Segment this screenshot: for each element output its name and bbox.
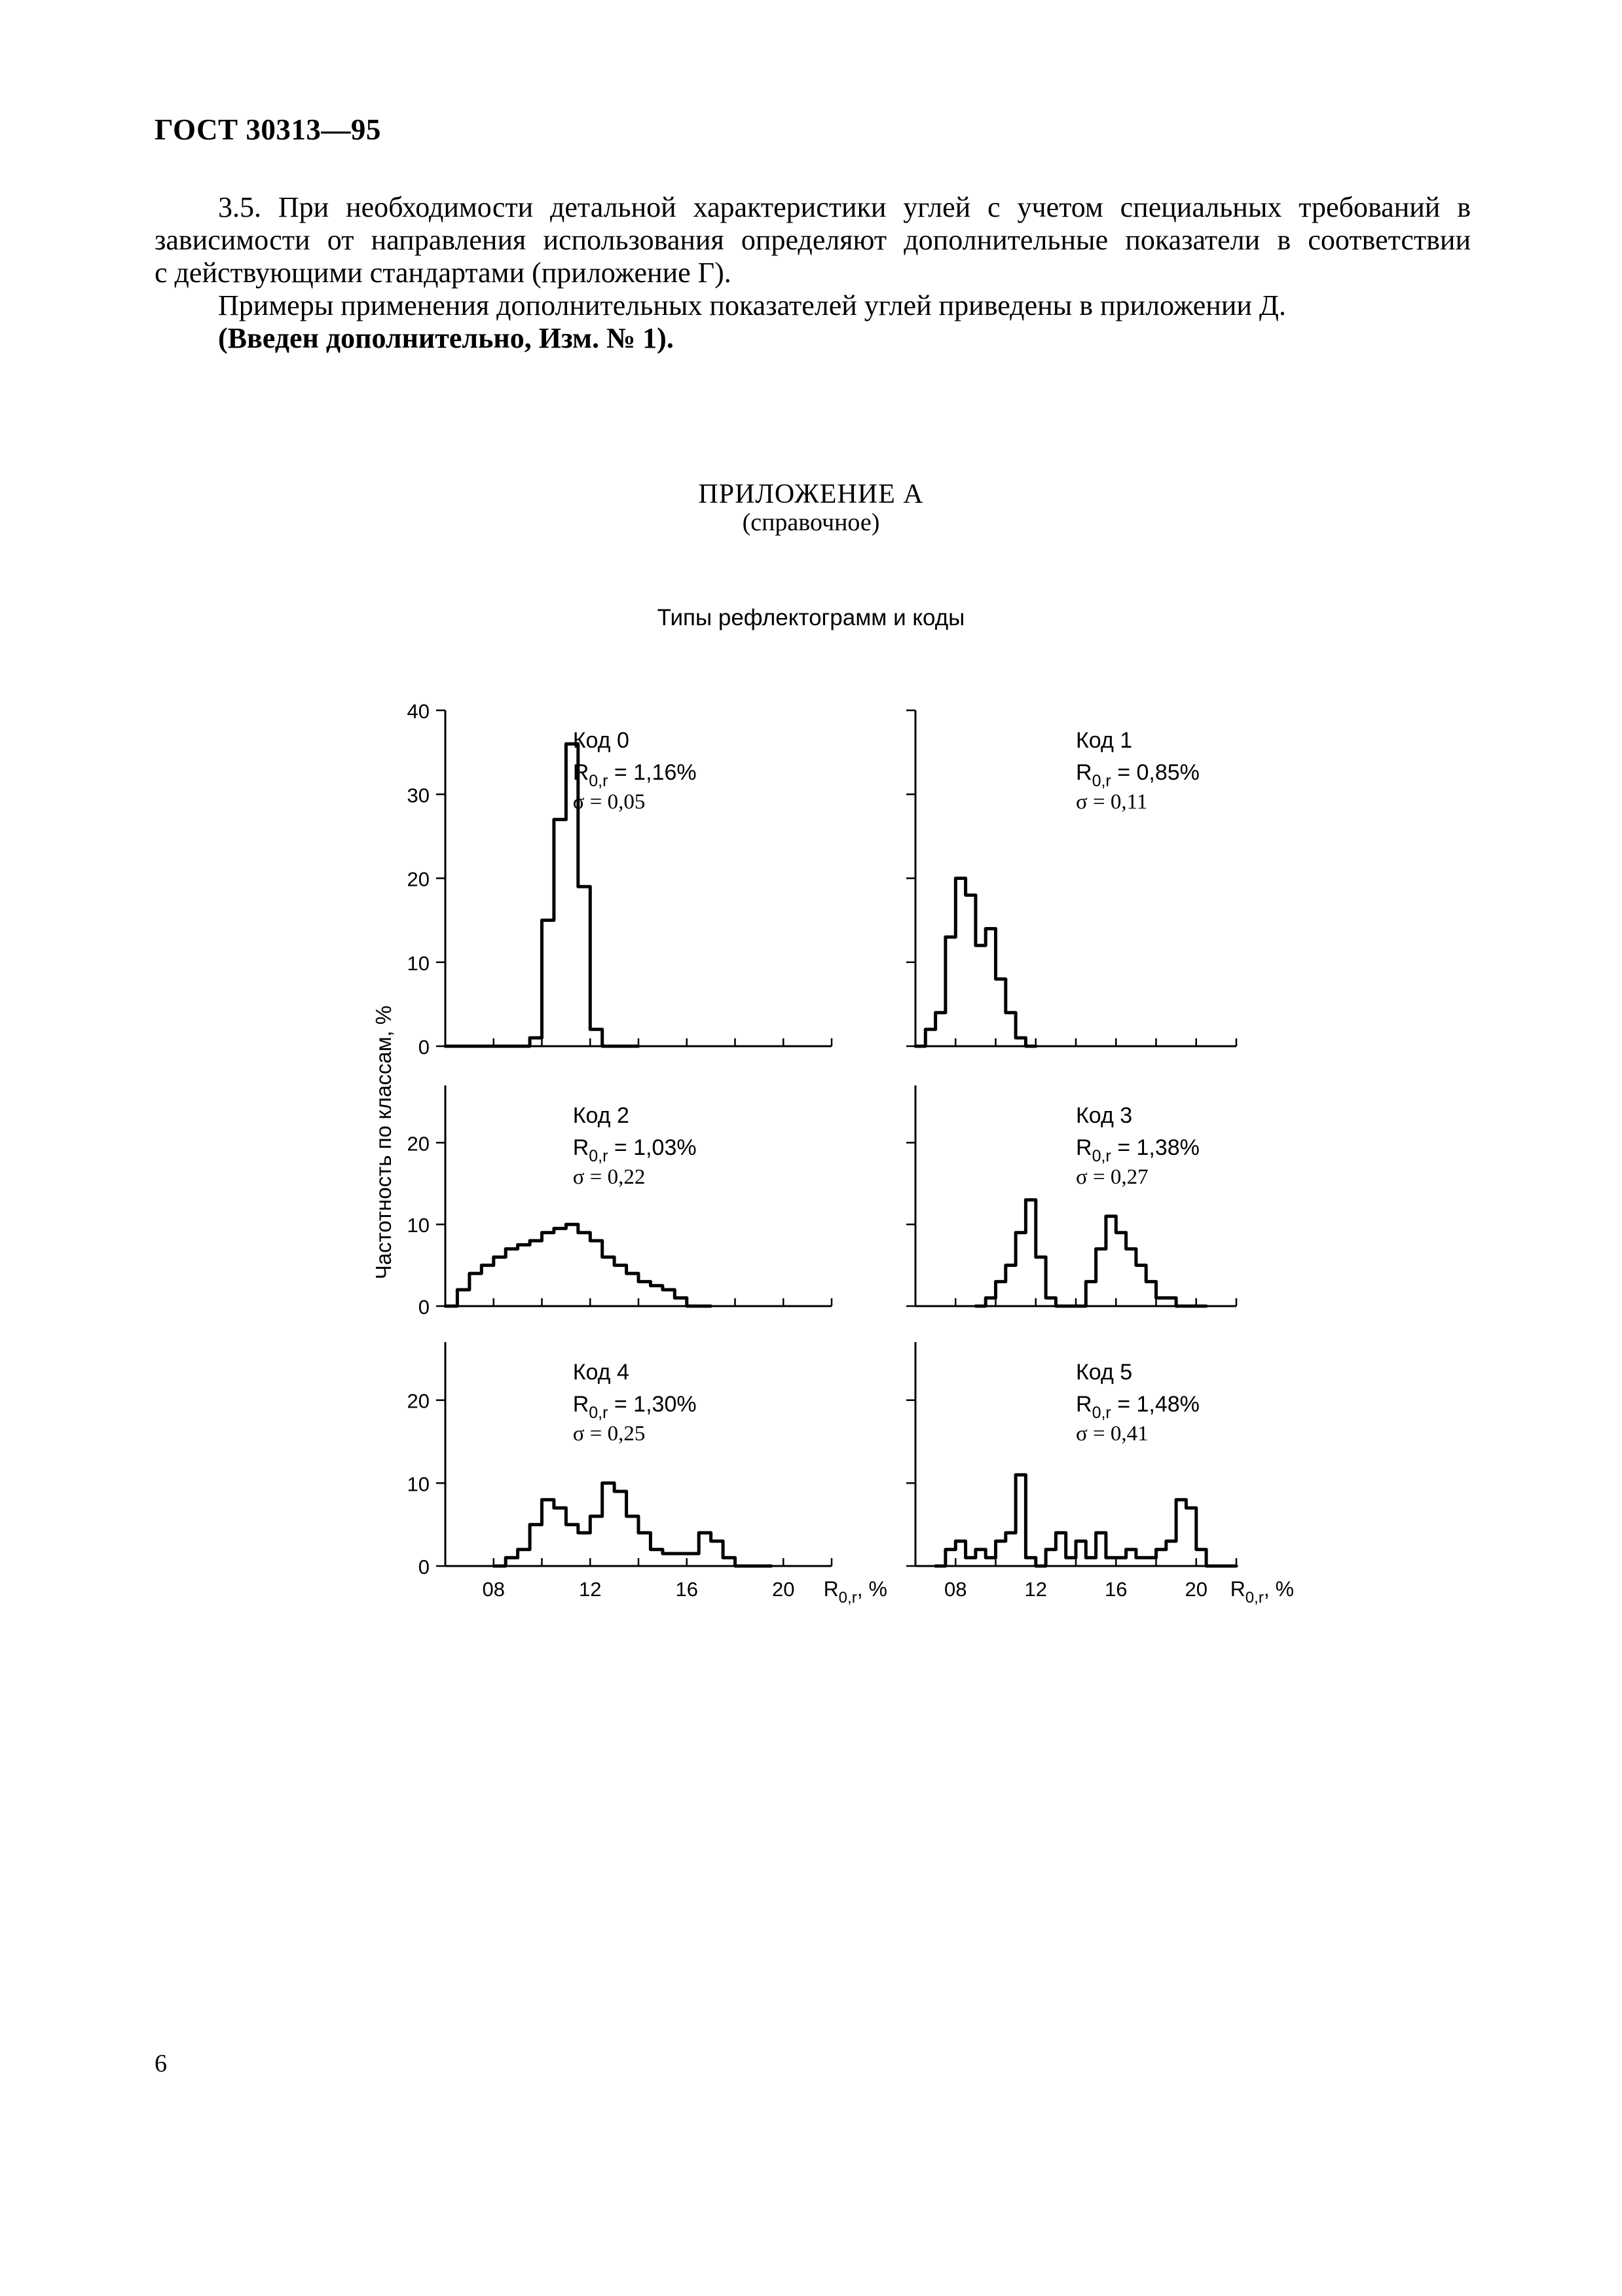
code-label: Код 3 xyxy=(1076,1103,1133,1128)
histogram-series xyxy=(494,1483,771,1566)
y-axis-label: Частотность по классам, % xyxy=(371,1005,396,1280)
histogram-series xyxy=(936,1475,1236,1566)
y-tick-label: 20 xyxy=(407,1132,430,1156)
x-tick-label: 20 xyxy=(1185,1578,1207,1601)
page-number: 6 xyxy=(155,2050,167,2077)
x-tick-label: 16 xyxy=(675,1578,698,1601)
x-tick-label: 16 xyxy=(1105,1578,1128,1601)
reflectance-label: $R_{0,r} = 1,48\%$ xyxy=(1076,1392,1200,1422)
reflectance-label: $R_{0,r} = 1,16\%$ xyxy=(572,760,697,790)
code-label: Код 5 xyxy=(1076,1360,1133,1385)
sigma-label: σ = 0,27 xyxy=(1076,1165,1149,1189)
y-tick-label: 0 xyxy=(418,1556,430,1578)
y-tick-label: 30 xyxy=(407,784,430,807)
code-label: Код 4 xyxy=(572,1360,629,1385)
reflectance-label: $R_{0,r} = 1,30\%$ xyxy=(572,1392,697,1422)
y-tick-label: 20 xyxy=(407,1389,430,1413)
sigma-label: σ = 0,11 xyxy=(1076,790,1148,814)
sigma-label: σ = 0,25 xyxy=(572,1422,646,1446)
code-label: Код 2 xyxy=(572,1103,629,1128)
figure-caption: Типы рефлектограмм и коды xyxy=(657,605,965,630)
x-tick-label: 12 xyxy=(1024,1578,1047,1601)
code-label: Код 1 xyxy=(1076,728,1133,753)
paragraph-line: зависимости от направления использования определяют дополнительные показатели в соответствии xyxy=(155,224,1471,256)
reflectance-label: $R_{0,r} = 0,85\%$ xyxy=(1076,760,1200,790)
histogram-series xyxy=(915,879,1036,1047)
x-tick-label: 12 xyxy=(579,1578,602,1601)
sigma-label: σ = 0,22 xyxy=(572,1165,646,1189)
histogram-series xyxy=(445,744,638,1046)
x-tick-label: 20 xyxy=(772,1578,795,1601)
sigma-label: σ = 0,05 xyxy=(572,790,646,814)
x-axis-label: $R_{0,r}$, % xyxy=(1230,1577,1295,1607)
appendix-subtitle: (справочное) xyxy=(742,509,880,536)
x-tick-label: 08 xyxy=(482,1578,505,1601)
amendment-note: (Введен дополнительно, Изм. № 1). xyxy=(218,322,674,354)
document-id: ГОСТ 30313—95 xyxy=(155,113,381,146)
histogram-series xyxy=(976,1200,1206,1306)
x-axis-label: $R_{0,r}$, % xyxy=(823,1577,887,1607)
x-tick-label: 08 xyxy=(944,1578,967,1601)
reflectance-label: $R_{0,r} = 1,03\%$ xyxy=(572,1135,697,1165)
code-label: Код 0 xyxy=(572,728,629,753)
paragraph-line: 3.5. При необходимости детальной характеристики углей с учетом специальных требований в xyxy=(218,191,1471,223)
paragraph-line: с действующими стандартами (приложение Г). xyxy=(155,257,731,289)
y-tick-label: 10 xyxy=(407,1214,430,1237)
y-tick-label: 10 xyxy=(407,951,430,975)
histogram-series xyxy=(445,1224,711,1306)
y-tick-label: 20 xyxy=(407,867,430,891)
y-tick-label: 0 xyxy=(418,1296,430,1319)
y-tick-label: 40 xyxy=(407,700,430,723)
reflectance-label: $R_{0,r} = 1,38\%$ xyxy=(1076,1135,1200,1165)
y-tick-label: 0 xyxy=(418,1036,430,1059)
paragraph: Примеры применения дополнительных показателей углей приведены в приложении Д. xyxy=(218,289,1286,321)
sigma-label: σ = 0,41 xyxy=(1076,1422,1149,1446)
appendix-title: ПРИЛОЖЕНИЕ А xyxy=(698,479,924,509)
y-tick-label: 10 xyxy=(407,1472,430,1496)
